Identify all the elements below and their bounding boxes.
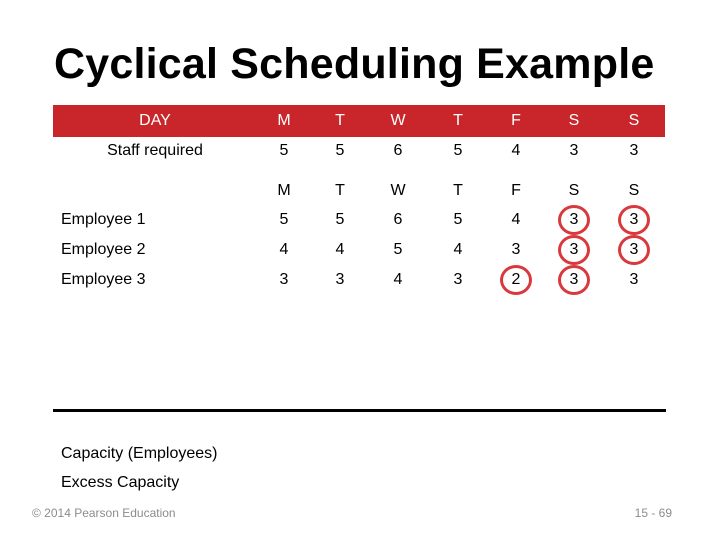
slide-title: Cyclical Scheduling Example [54, 40, 655, 88]
staff-required-value: 5 [335, 142, 345, 159]
highlight-circle [618, 205, 650, 235]
staff-required-label: Staff required [107, 142, 203, 159]
highlight-circle [500, 265, 532, 295]
slide-number: 15 - 69 [634, 506, 672, 520]
header-day-wed: W [390, 112, 406, 129]
day-letter: T [453, 182, 463, 199]
highlight-circle [558, 235, 590, 265]
employee-value: 4 [453, 241, 463, 258]
employee-value: 3 [569, 241, 579, 258]
staff-required-value: 6 [393, 142, 403, 159]
highlight-circle [618, 235, 650, 265]
employee-value: 3 [453, 271, 463, 288]
staff-required-value: 5 [279, 142, 289, 159]
employee-value: 3 [279, 271, 289, 288]
header-day-tue: T [335, 112, 345, 129]
header-day-fri: F [511, 112, 521, 129]
staff-required-value: 3 [629, 142, 639, 159]
employee-value: 5 [393, 241, 403, 258]
header-day-thu: T [453, 112, 463, 129]
employee-value: 3 [569, 271, 579, 288]
employee-label: Employee 3 [61, 271, 146, 288]
capacity-label: Capacity (Employees) [61, 445, 218, 462]
day-letter: T [335, 182, 345, 199]
day-letter: S [568, 182, 580, 199]
employee-value: 4 [335, 241, 345, 258]
day-letter: W [390, 182, 406, 199]
employee-value: 4 [393, 271, 403, 288]
excess-capacity-label: Excess Capacity [61, 474, 180, 491]
divider-line [53, 409, 666, 412]
employee-value: 5 [279, 211, 289, 228]
employee-value: 3 [629, 211, 639, 228]
employee-value: 2 [511, 271, 521, 288]
header-day-mon: M [277, 112, 291, 129]
employee-value: 4 [511, 211, 521, 228]
employee-value: 3 [569, 211, 579, 228]
staff-required-value: 5 [453, 142, 463, 159]
highlight-circle [558, 205, 590, 235]
employee-value: 3 [629, 271, 639, 288]
day-letter: S [628, 182, 640, 199]
header-day-sun: S [628, 112, 640, 129]
day-letter: F [511, 182, 521, 199]
highlight-circle [558, 265, 590, 295]
employee-value: 5 [335, 211, 345, 228]
employee-value: 6 [393, 211, 403, 228]
staff-required-value: 4 [511, 142, 521, 159]
employee-value: 3 [335, 271, 345, 288]
employee-label: Employee 2 [61, 241, 146, 258]
employee-value: 4 [279, 241, 289, 258]
employee-label: Employee 1 [61, 211, 146, 228]
employee-value: 3 [511, 241, 521, 258]
copyright-footer: © 2014 Pearson Education [32, 506, 176, 520]
header-day-sat: S [568, 112, 580, 129]
day-letter: M [277, 182, 291, 199]
staff-required-value: 3 [569, 142, 579, 159]
header-day-label: DAY [139, 112, 171, 129]
employee-value: 3 [629, 241, 639, 258]
employee-value: 5 [453, 211, 463, 228]
